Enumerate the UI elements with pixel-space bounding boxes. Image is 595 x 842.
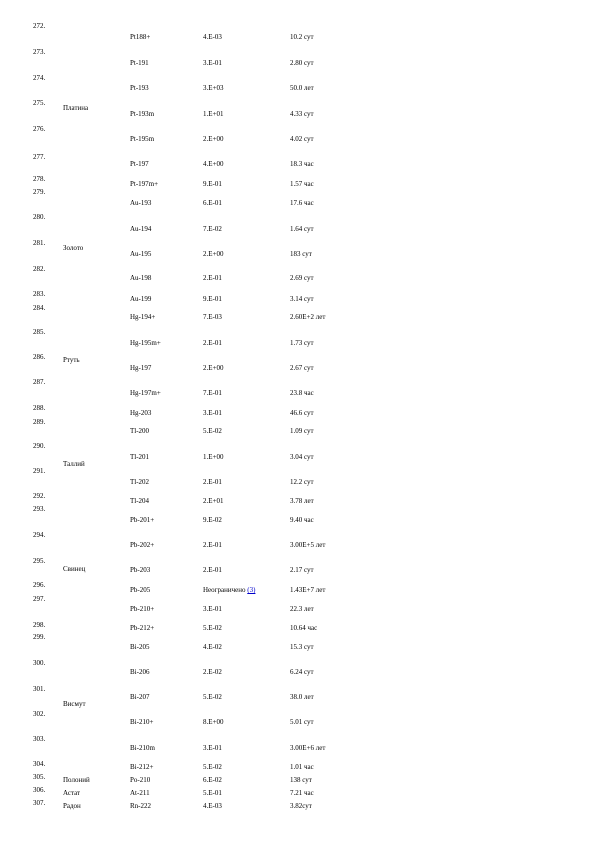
activity-value: 5.E-02	[203, 624, 222, 632]
half-life-value: 1.64 сут	[290, 225, 314, 233]
activity-value: 3.E-01	[203, 605, 222, 613]
half-life-value: 183 сут	[290, 250, 312, 258]
activity-value: 5.E-02	[203, 693, 222, 701]
row-number: 294.	[33, 531, 46, 539]
half-life-value: 2.80 сут	[290, 59, 314, 67]
footnote-link[interactable]: (3)	[247, 586, 256, 594]
activity-value: 2.E+00	[203, 250, 224, 258]
row-number: 287.	[33, 378, 46, 386]
activity-value: 9.E-01	[203, 295, 222, 303]
half-life-value: 2.60E+2 лет	[290, 313, 326, 321]
nuclide: Pt-197	[130, 160, 149, 168]
row-number: 304.	[33, 760, 46, 768]
activity-value: 9.E-02	[203, 516, 222, 524]
nuclide: Po-210	[130, 776, 151, 784]
row-number: 298.	[33, 621, 46, 629]
row-number: 299.	[33, 633, 46, 641]
element-group-label: Таллий	[63, 460, 85, 468]
row-number: 291.	[33, 467, 46, 475]
activity-value: 5.E-01	[203, 789, 222, 797]
activity-value: 2.E-02	[203, 668, 222, 676]
row-number: 306.	[33, 786, 46, 794]
element-group-label: Ртуть	[63, 356, 80, 364]
activity-value: 2.E-01	[203, 478, 222, 486]
activity-value: 5.E-02	[203, 763, 222, 771]
activity-value: Неограничено (3)	[203, 586, 256, 594]
half-life-value: 1.09 сут	[290, 427, 314, 435]
row-number: 303.	[33, 735, 46, 743]
half-life-value: 4.33 сут	[290, 110, 314, 118]
nuclide: Pb-210+	[130, 605, 155, 613]
half-life-value: 2.67 сут	[290, 364, 314, 372]
half-life-value: 2.69 сут	[290, 274, 314, 282]
activity-value: 8.E+00	[203, 718, 224, 726]
half-life-value: 38.0 лет	[290, 693, 314, 701]
half-life-value: 3.00E+5 лет	[290, 541, 326, 549]
element-name: Радон	[63, 802, 81, 810]
half-life-value: 138 сут	[290, 776, 312, 784]
half-life-value: 17.6 час	[290, 199, 314, 207]
row-number: 282.	[33, 265, 46, 273]
nuclide: Bi-205	[130, 643, 150, 651]
nuclide: Hg-194+	[130, 313, 156, 321]
activity-value: 5.E-02	[203, 427, 222, 435]
activity-value: 3.E-01	[203, 744, 222, 752]
nuclide: Rn-222	[130, 802, 151, 810]
activity-value: 9.E-01	[203, 180, 222, 188]
nuclide: Tl-201	[130, 453, 150, 461]
nuclide: Hg-197m+	[130, 389, 161, 397]
nuclide: Hg-203	[130, 409, 152, 417]
half-life-value: 15.3 сут	[290, 643, 314, 651]
nuclide: Hg-195m+	[130, 339, 161, 347]
row-number: 277.	[33, 153, 46, 161]
activity-value: 7.E-01	[203, 389, 222, 397]
activity-value: 2.E+01	[203, 497, 224, 505]
row-number: 295.	[33, 557, 46, 565]
nuclide: Pt-197m+	[130, 180, 159, 188]
row-number: 301.	[33, 685, 46, 693]
nuclide: Bi-210+	[130, 718, 154, 726]
activity-value: 3.E+03	[203, 84, 224, 92]
half-life-value: 1.57 час	[290, 180, 314, 188]
half-life-value: 3.14 сут	[290, 295, 314, 303]
row-number: 288.	[33, 404, 46, 412]
nuclide: Au-193	[130, 199, 152, 207]
nuclide: Bi-206	[130, 668, 150, 676]
row-number: 279.	[33, 188, 46, 196]
element-group-label: Золото	[63, 244, 84, 252]
row-number: 307.	[33, 799, 46, 807]
row-number: 302.	[33, 710, 46, 718]
half-life-value: 10.2 сут	[290, 33, 314, 41]
nuclide: Pt-193	[130, 84, 149, 92]
half-life-value: 3.82сут	[290, 802, 312, 810]
nuclide: Au-195	[130, 250, 152, 258]
half-life-value: 22.3 лет	[290, 605, 314, 613]
activity-value: 7.E-03	[203, 313, 222, 321]
row-number: 275.	[33, 99, 46, 107]
activity-value: 6.E-01	[203, 199, 222, 207]
element-name: Полоний	[63, 776, 90, 784]
activity-value: 4.E-03	[203, 802, 222, 810]
half-life-value: 3.04 сут	[290, 453, 314, 461]
nuclide: Pt188+	[130, 33, 151, 41]
half-life-value: 1.73 сут	[290, 339, 314, 347]
element-group-label: Свинец	[63, 565, 86, 573]
row-number: 285.	[33, 328, 46, 336]
nuclide: Pt-193m	[130, 110, 155, 118]
activity-value: 4.E-02	[203, 643, 222, 651]
activity-value: 2.E-01	[203, 566, 222, 574]
half-life-value: 50.0 лет	[290, 84, 314, 92]
half-life-value: 12.2 сут	[290, 478, 314, 486]
nuclide: Pb-201+	[130, 516, 155, 524]
nuclide: Pb-202+	[130, 541, 155, 549]
nuclide: Bi-207	[130, 693, 150, 701]
half-life-value: 3.78 лет	[290, 497, 314, 505]
row-number: 296.	[33, 581, 46, 589]
half-life-value: 5.01 сут	[290, 718, 314, 726]
activity-value: 6.E-02	[203, 776, 222, 784]
activity-value: 1.E+01	[203, 110, 224, 118]
element-group-label: Платина	[63, 104, 89, 112]
nuclide: Pt-195m	[130, 135, 155, 143]
nuclide: Tl-200	[130, 427, 150, 435]
nuclide: Tl-204	[130, 497, 150, 505]
row-number: 274.	[33, 74, 46, 82]
row-number: 281.	[33, 239, 46, 247]
half-life-value: 2.17 сут	[290, 566, 314, 574]
row-number: 289.	[33, 418, 46, 426]
activity-value: 3.E-01	[203, 409, 222, 417]
element-group-label: Висмут	[63, 700, 86, 708]
row-number: 273.	[33, 48, 46, 56]
nuclide: Bi-210m	[130, 744, 155, 752]
nuclide: Pb-203	[130, 566, 151, 574]
activity-value: 2.E+00	[203, 135, 224, 143]
nuclide: Tl-202	[130, 478, 150, 486]
nuclide: Hg-197	[130, 364, 152, 372]
activity-value: 2.E-01	[203, 274, 222, 282]
row-number: 300.	[33, 659, 46, 667]
half-life-value: 18.3 час	[290, 160, 314, 168]
row-number: 280.	[33, 213, 46, 221]
activity-value: 4.E+00	[203, 160, 224, 168]
half-life-value: 3.00E+6 лет	[290, 744, 326, 752]
activity-value: 1.E+00	[203, 453, 224, 461]
half-life-value: 9.40 час	[290, 516, 314, 524]
half-life-value: 1.43E+7 лет	[290, 586, 326, 594]
activity-value: 2.E+00	[203, 364, 224, 372]
row-number: 297.	[33, 595, 46, 603]
element-name: Астат	[63, 789, 81, 797]
activity-value: 2.E-01	[203, 541, 222, 549]
activity-value: 7.E-02	[203, 225, 222, 233]
activity-value: 2.E-01	[203, 339, 222, 347]
half-life-value: 46.6 сут	[290, 409, 314, 417]
row-number: 292.	[33, 492, 46, 500]
row-number: 293.	[33, 505, 46, 513]
row-number: 284.	[33, 304, 46, 312]
half-life-value: 23.8 час	[290, 389, 314, 397]
nuclide: Au-194	[130, 225, 152, 233]
nuclide: Pb-205	[130, 586, 151, 594]
row-number: 283.	[33, 290, 46, 298]
half-life-value: 6.24 сут	[290, 668, 314, 676]
activity-value: 3.E-01	[203, 59, 222, 67]
row-number: 276.	[33, 125, 46, 133]
half-life-value: 1.01 час	[290, 763, 314, 771]
half-life-value: 10.64 час	[290, 624, 318, 632]
row-number: 290.	[33, 442, 46, 450]
nuclide: At-211	[130, 789, 150, 797]
nuclide: Pt-191	[130, 59, 149, 67]
row-number: 305.	[33, 773, 46, 781]
row-number: 278.	[33, 175, 46, 183]
half-life-value: 7.21 час	[290, 789, 314, 797]
row-number: 272.	[33, 22, 46, 30]
row-number: 286.	[33, 353, 46, 361]
half-life-value: 4.02 сут	[290, 135, 314, 143]
nuclide: Au-199	[130, 295, 152, 303]
activity-value: 4.E-03	[203, 33, 222, 41]
nuclide: Pb-212+	[130, 624, 155, 632]
nuclide: Au-198	[130, 274, 152, 282]
nuclide: Bi-212+	[130, 763, 154, 771]
